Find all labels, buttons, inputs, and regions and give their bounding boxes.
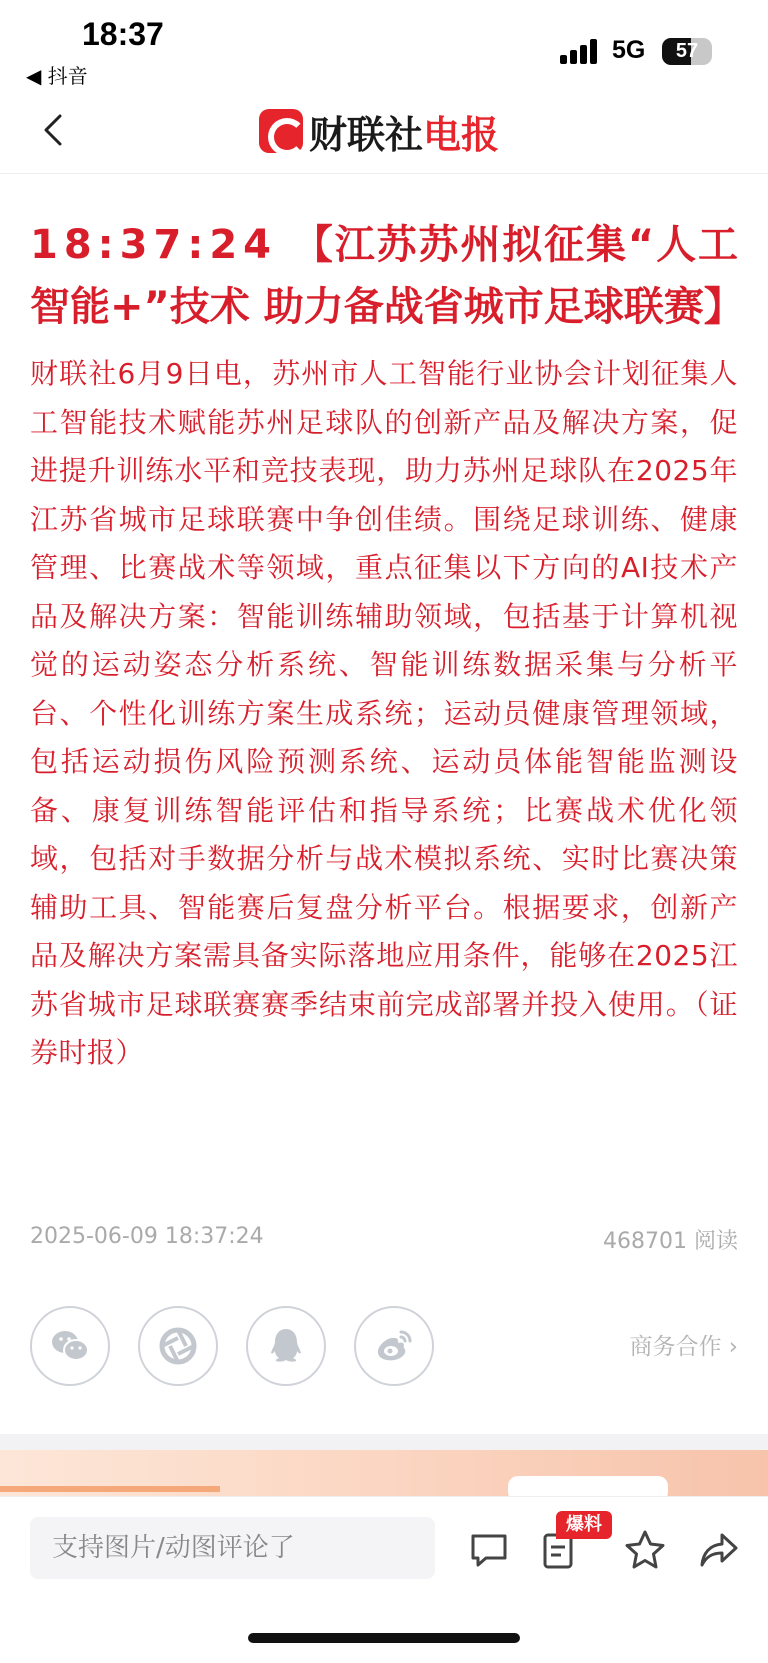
read-count: 468701 阅读 — [603, 1229, 738, 1254]
status-time: 18:37 — [82, 16, 164, 52]
share-qq-button[interactable] — [246, 1306, 326, 1386]
share-weibo-button[interactable] — [354, 1306, 434, 1386]
moments-icon — [156, 1324, 200, 1368]
comment-input[interactable]: 支持图片/动图评论了 — [30, 1517, 435, 1579]
favorite-button[interactable] — [622, 1527, 668, 1573]
status-bar — [0, 0, 768, 92]
logo-mark-icon — [259, 109, 303, 153]
business-cooperation-link[interactable]: 商务合作 › — [629, 1334, 738, 1360]
battery-level: 57 — [675, 40, 699, 62]
headline-time: 18:37:24 — [30, 222, 277, 268]
share-row — [30, 1306, 738, 1388]
article — [30, 214, 744, 1078]
cellular-signal-icon — [560, 38, 602, 64]
publish-date: 2025-06-09 18:37:24 — [30, 1224, 264, 1249]
share-moments-button[interactable] — [138, 1306, 218, 1386]
article-headline — [30, 214, 744, 338]
wechat-icon — [48, 1324, 92, 1368]
promo-banner[interactable] — [0, 1450, 768, 1496]
back-to-app-link[interactable]: ◀ 抖音 — [26, 64, 88, 88]
star-icon — [622, 1527, 668, 1573]
qq-icon — [264, 1324, 308, 1368]
network-type: 5G — [612, 36, 646, 64]
battery-icon — [662, 38, 712, 65]
banner-card — [508, 1476, 668, 1496]
share-button[interactable] — [696, 1527, 742, 1573]
logo-accent: 电报 — [423, 112, 500, 157]
back-button[interactable] — [34, 110, 74, 150]
article-body: 财联社6月9日电，苏州市人工智能行业协会计划征集人工智能技术赋能苏州足球队的创新产品及解决方案，促进提升训练水平和竞技表现，助力苏州足球队在2025年江苏省城市足球联赛中争创佳绩。围绕足球训练、健康管理、比赛战术等领域，重点征集以下方向的AI技术产品及解决方案：智能训练辅助领域，包括基于计算机视觉的运动姿态分析系统、智能训练数据采集与分析平台、个性化训练方案生成系统；运动员健康管理领域，包括运动损伤风险预测系统、运动员体能智能监测设备、康复训练智能评估和指导系统；比赛战术优化领域，包括对手数据分析与战术模拟系统、实时比赛决策辅助工具、智能赛后复盘分析平台。根据要求，创新产品及解决方案需具备实际落地应用条件，能够在2025江苏省城市足球联赛赛季结束前完成部署并投入使用。（证券时报） — [30, 357, 738, 1069]
logo-name: 财联社 — [309, 112, 424, 157]
comment-icon — [466, 1527, 512, 1573]
comment-button[interactable] — [466, 1527, 512, 1573]
report-badge: 爆料 — [556, 1511, 612, 1539]
chevron-left-icon — [34, 110, 74, 150]
section-divider — [0, 1434, 768, 1450]
home-indicator[interactable] — [248, 1633, 520, 1643]
weibo-icon — [372, 1324, 416, 1368]
article-meta — [30, 1224, 738, 1260]
share-arrow-icon — [696, 1527, 742, 1573]
headline-title: 【江苏苏州拟征集“人工智能+”技术 助力备战省城市足球联赛】 — [30, 222, 744, 330]
banner-strip — [0, 1486, 220, 1492]
app-logo — [259, 106, 499, 156]
share-wechat-button[interactable] — [30, 1306, 110, 1386]
nav-bar — [0, 92, 768, 174]
